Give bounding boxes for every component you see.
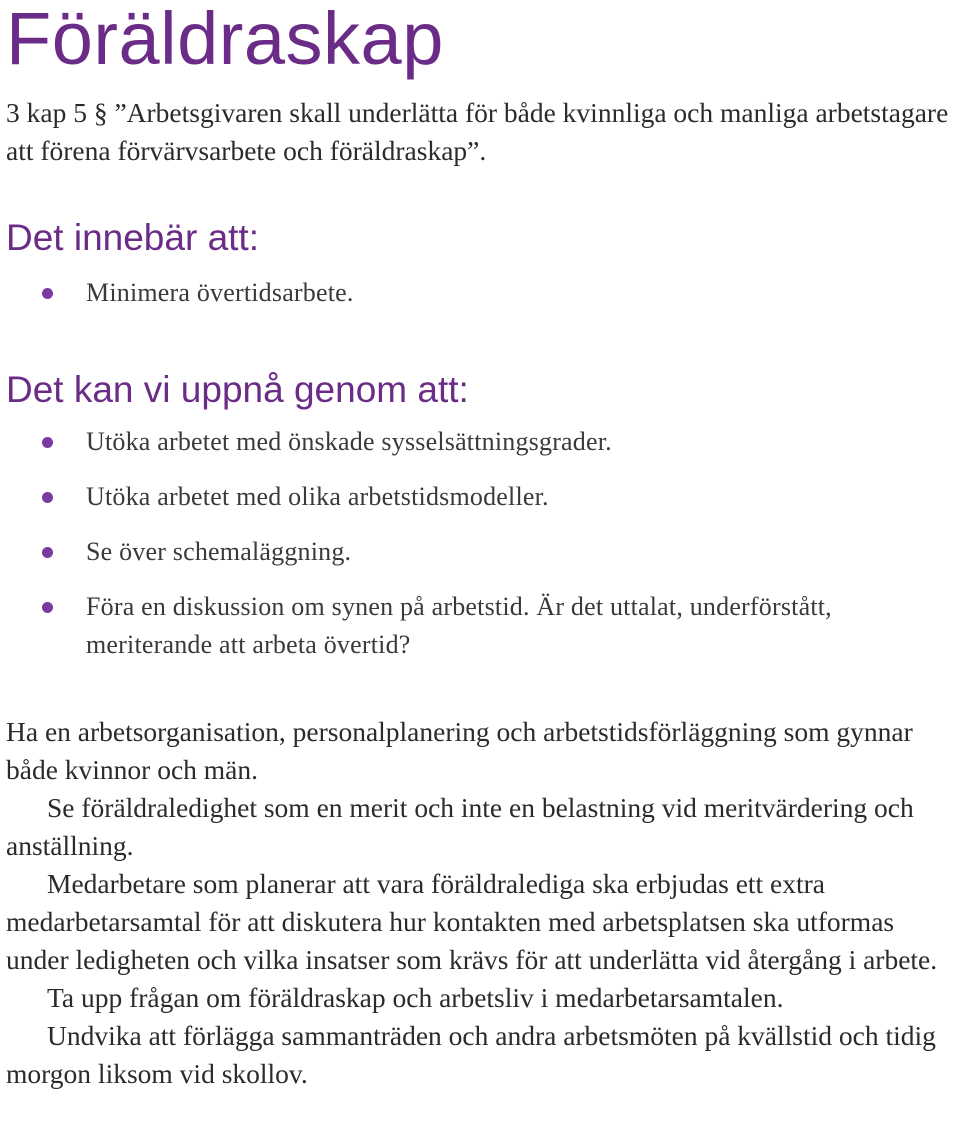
body-paragraph: Se föräldraledighet som en merit och inte en belastning vid meritvärdering och anställning.	[6, 792, 914, 861]
bullet-icon	[42, 492, 53, 503]
list-item-text: Utöka arbetet med önskade sysselsättningsgrader.	[86, 427, 612, 456]
page-title: Föräldraskap	[6, 0, 444, 80]
list-item-text: Föra en diskussion om synen på arbetstid. Är det uttalat, underförstått, meriterande att arbeta övertid?	[86, 592, 832, 659]
bullet-list-innebar	[6, 274, 956, 329]
list-item-text: Minimera övertidsarbete.	[86, 278, 354, 307]
list-item-text: Se över schemaläggning.	[86, 537, 352, 566]
list-item-text: Utöka arbetet med olika arbetstidsmodeller.	[86, 482, 549, 511]
bullet-list-uppna	[6, 423, 956, 681]
list-item	[6, 588, 956, 664]
bullet-icon	[42, 437, 53, 448]
list-item	[6, 533, 956, 571]
bullet-icon	[42, 547, 53, 558]
body-paragraph: Ta upp frågan om föräldraskap och arbetsliv i medarbetarsamtalen.	[47, 982, 784, 1013]
bullet-icon	[42, 602, 53, 613]
body-paragraph: Ha en arbetsorganisation, personalplanering och arbetstidsförläggning som gynnar både kvinnor och män.	[6, 716, 913, 785]
section-heading-innebar: Det innebär att:	[6, 217, 259, 258]
body-paragraphs	[6, 713, 956, 1093]
list-item	[6, 478, 956, 516]
list-item	[6, 423, 956, 461]
intro-paragraph: 3 kap 5 § ”Arbetsgivaren skall underlätta för både kvinnliga och manliga arbetstagare att förena förvärvsarbete och föräldraskap”.	[6, 97, 949, 166]
list-item	[6, 274, 956, 312]
bullet-icon	[42, 288, 53, 299]
section-heading-uppna: Det kan vi uppnå genom att:	[6, 369, 469, 410]
body-paragraph: Undvika att förlägga sammanträden och andra arbetsmöten på kvällstid och tidig morgon liksom vid skollov.	[6, 1020, 936, 1089]
body-paragraph: Medarbetare som planerar att vara föräldralediga ska erbjudas ett extra medarbetarsamtal för att diskutera hur kontakten med arbetsplatsen ska utformas under ledigheten och vilka insatser som krävs för att underlätta vid återgång i arbete.	[6, 868, 938, 975]
